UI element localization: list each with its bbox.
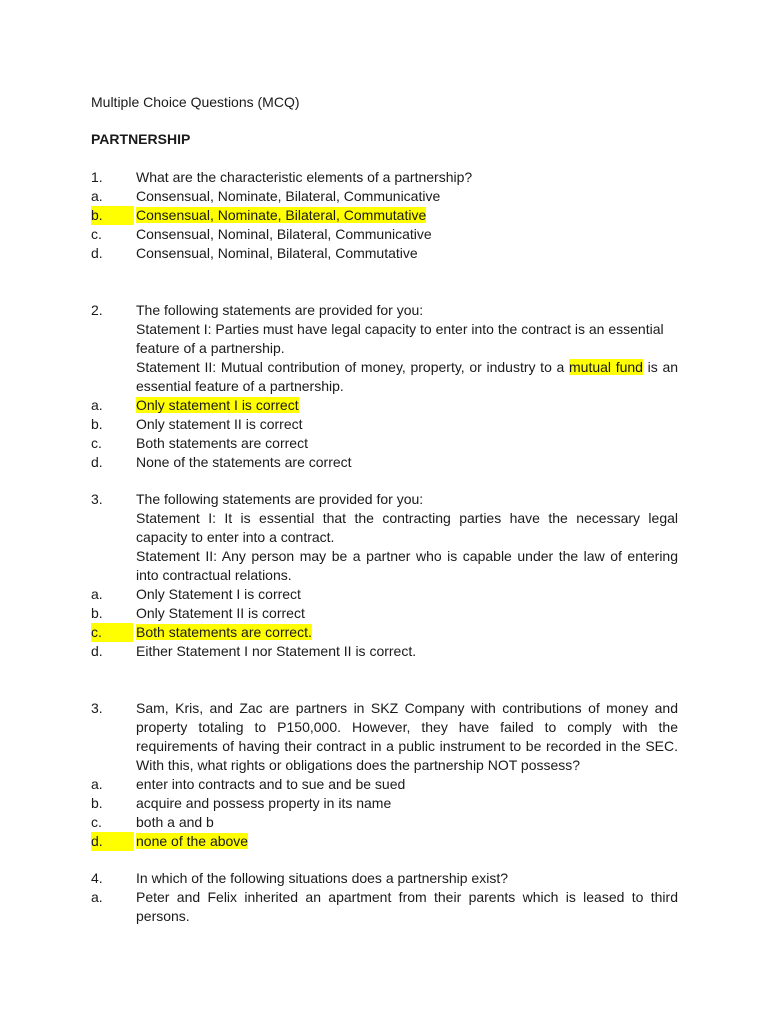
option-b bbox=[91, 794, 678, 813]
option-text: Consensual, Nominal, Bilateral, Communicative bbox=[136, 226, 432, 242]
stem-text: Sam, Kris, and Zac are partners in SKZ Company with contributions of money and property totaling to P150,000. However, they have failed to comply with the requirements of having their contract in a public instrument to be recorded in the SEC. With this, what rights or obligations does the partnership NOT possess? bbox=[136, 700, 678, 773]
option-text: Consensual, Nominate, Bilateral, Commutative bbox=[136, 207, 427, 223]
option-a-answer bbox=[91, 396, 678, 415]
question-number: 3. bbox=[91, 491, 103, 507]
stem-text: In which of the following situations does a partnership exist? bbox=[136, 870, 508, 886]
option-label: d. bbox=[91, 245, 103, 261]
question-number: 2. bbox=[91, 302, 103, 318]
option-b-answer bbox=[91, 206, 678, 225]
option-d bbox=[91, 642, 678, 661]
option-text: Both statements are correct. bbox=[136, 624, 312, 640]
question-2 bbox=[91, 301, 678, 472]
option-label: a. bbox=[91, 397, 103, 413]
option-text: Only statement I is correct bbox=[136, 397, 299, 413]
option-text: None of the statements are correct bbox=[136, 454, 352, 470]
question-stem bbox=[91, 490, 678, 585]
statement-2 bbox=[136, 358, 678, 396]
option-text: Both statements are correct bbox=[136, 435, 308, 451]
option-text: Consensual, Nominal, Bilateral, Commutative bbox=[136, 245, 418, 261]
option-c bbox=[91, 225, 678, 244]
option-text: Consensual, Nominate, Bilateral, Communicative bbox=[136, 188, 441, 204]
option-label: b. bbox=[91, 206, 134, 225]
option-label: d. bbox=[91, 454, 103, 470]
option-a bbox=[91, 585, 678, 604]
option-text: Peter and Felix inherited an apartment from their parents which is leased to third persons. bbox=[136, 889, 678, 924]
statement-2: Statement II: Any person may be a partner who is capable under the law of entering into contractual relations. bbox=[136, 548, 678, 583]
question-stem bbox=[91, 168, 678, 187]
question-stem bbox=[91, 869, 678, 888]
statement-1: Statement I: Parties must have legal capacity to enter into the contract is an essential feature of a partnership. bbox=[136, 321, 664, 356]
option-c bbox=[91, 434, 678, 453]
option-label: a. bbox=[91, 188, 103, 204]
option-text: acquire and possess property in its name bbox=[136, 795, 392, 811]
option-b bbox=[91, 415, 678, 434]
option-d bbox=[91, 453, 678, 472]
option-label: a. bbox=[91, 776, 103, 792]
document-title: Multiple Choice Questions (MCQ) bbox=[91, 94, 300, 110]
option-d-answer bbox=[91, 832, 678, 851]
question-number: 3. bbox=[91, 700, 103, 716]
question-number: 1. bbox=[91, 169, 103, 185]
option-d bbox=[91, 244, 678, 263]
option-text: Only Statement II is correct bbox=[136, 605, 305, 621]
question-4 bbox=[91, 869, 678, 926]
question-3b bbox=[91, 699, 678, 851]
option-label: b. bbox=[91, 416, 103, 432]
question-stem bbox=[91, 301, 678, 396]
option-b bbox=[91, 604, 678, 623]
option-text: enter into contracts and to sue and be sued bbox=[136, 776, 406, 792]
option-label: a. bbox=[91, 586, 103, 602]
question-1 bbox=[91, 168, 678, 263]
option-a bbox=[91, 888, 678, 926]
stem-text: What are the characteristic elements of a partnership? bbox=[136, 169, 473, 185]
option-label: c. bbox=[91, 814, 102, 830]
option-label: c. bbox=[91, 623, 133, 642]
statement-1: Statement I: It is essential that the contracting parties have the necessary legal capacity to enter into a contract. bbox=[136, 510, 678, 545]
option-c-answer bbox=[91, 623, 678, 642]
option-text: Only Statement I is correct bbox=[136, 586, 301, 602]
stem-text: The following statements are provided for you: bbox=[136, 302, 424, 318]
question-3 bbox=[91, 490, 678, 661]
option-label: c. bbox=[91, 226, 102, 242]
option-a bbox=[91, 187, 678, 206]
stem-text: The following statements are provided for you: bbox=[136, 491, 424, 507]
option-c bbox=[91, 813, 678, 832]
option-label: a. bbox=[91, 889, 103, 905]
option-text: none of the above bbox=[136, 833, 249, 849]
option-label: b. bbox=[91, 795, 103, 811]
option-text: both a and b bbox=[136, 814, 214, 830]
statement-2-text: Statement II: Mutual contribution of money, property, or industry to a bbox=[136, 359, 565, 375]
option-text: Only statement II is correct bbox=[136, 416, 303, 432]
option-a bbox=[91, 775, 678, 794]
option-label: d. bbox=[91, 832, 134, 851]
highlighted-phrase: mutual fund bbox=[569, 359, 643, 375]
option-label: c. bbox=[91, 435, 102, 451]
option-label: b. bbox=[91, 605, 103, 621]
question-number: 4. bbox=[91, 870, 103, 886]
option-text: Either Statement I nor Statement II is correct. bbox=[136, 643, 417, 659]
question-stem bbox=[91, 699, 678, 775]
section-title: PARTNERSHIP bbox=[91, 131, 191, 147]
statement-2-text-end: is an essential feature of a partnership. bbox=[136, 359, 679, 394]
option-label: d. bbox=[91, 643, 103, 659]
